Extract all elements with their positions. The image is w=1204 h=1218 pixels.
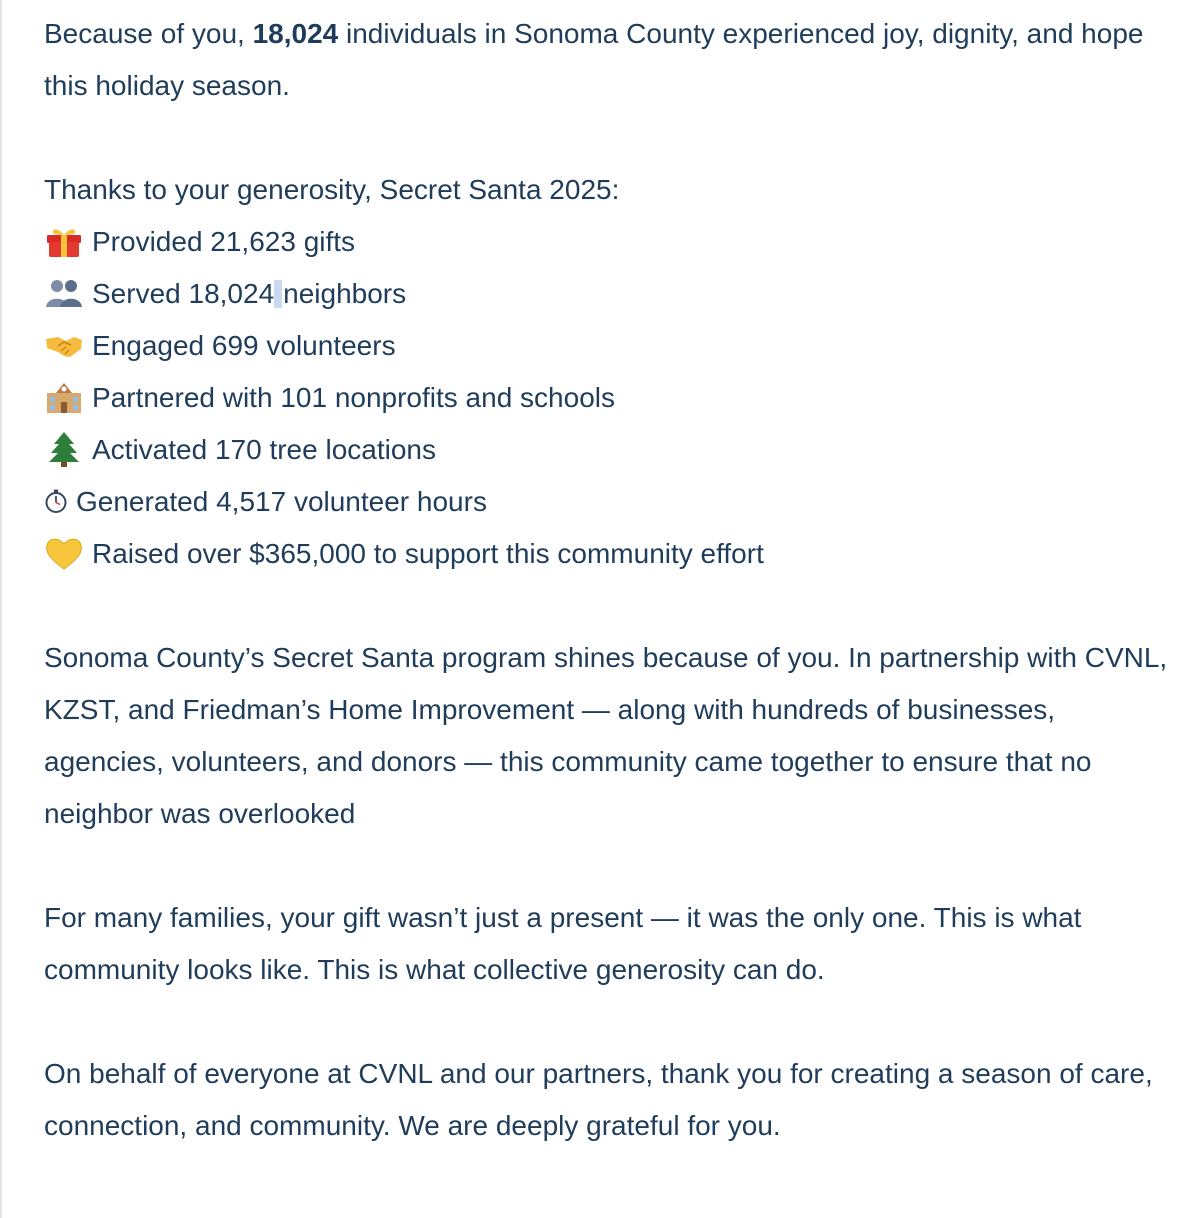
stats-list (44, 216, 1174, 580)
stat-volunteers-text: Engaged 699 volunteers (92, 330, 396, 361)
closing-paragraph: On behalf of everyone at CVNL and our partners, thank you for creating a season of care, connection, and community. We are deeply grateful for you. (44, 1058, 1153, 1141)
stat-gifts (44, 216, 1174, 268)
stat-hours-text: Generated 4,517 volunteer hours (76, 486, 487, 517)
intro-count: 18,024 (252, 18, 339, 49)
yellow-heart-icon (44, 535, 84, 571)
school-icon (44, 379, 84, 415)
partnership-paragraph: Sonoma County’s Secret Santa program shines because of you. In partnership with CVNL, KZST, and Friedman’s Home Improvement — along with hundreds of businesses, agencies, volunteers, and donors — this community came together to ensure that no neighbor was overlooked (44, 642, 1168, 829)
stat-volunteers (44, 320, 1174, 372)
stat-partners-text: Partnered with 101 nonprofits and schools (92, 382, 615, 413)
gift-icon (44, 223, 84, 259)
stat-trees (44, 424, 1174, 476)
spacer (44, 580, 1174, 632)
stat-trees-text: Activated 170 tree locations (92, 434, 436, 465)
stat-neighbors-before: Served 18,024 (92, 278, 275, 309)
stat-raised (44, 528, 1174, 580)
email-body (44, 8, 1174, 1152)
spacer (44, 112, 1174, 164)
stopwatch-icon (44, 489, 68, 513)
stat-partners (44, 372, 1174, 424)
thanks-heading: Thanks to your generosity, Secret Santa 2025: (44, 174, 620, 205)
stat-hours (44, 476, 1174, 528)
people-icon (44, 275, 84, 311)
intro-prefix: Because of you, (44, 18, 253, 49)
families-paragraph: For many families, your gift wasn’t just a present — it was the only one. This is what community looks like. This is what collective generosity can do. (44, 902, 1082, 985)
spacer (44, 996, 1174, 1048)
stat-gifts-text: Provided 21,623 gifts (92, 226, 356, 257)
stat-raised-text: Raised over $365,000 to support this community effort (92, 538, 764, 569)
handshake-icon (44, 327, 84, 363)
spacer (44, 840, 1174, 892)
tree-icon (44, 431, 84, 467)
stat-neighbors (44, 268, 1174, 320)
intro-suffix: individuals in Sonoma County experienced joy, dignity, and hope this holiday season. (44, 18, 1144, 101)
intro-paragraph (44, 8, 1174, 112)
stat-neighbors-after: neighbors (283, 278, 407, 309)
text-cursor (274, 280, 282, 308)
